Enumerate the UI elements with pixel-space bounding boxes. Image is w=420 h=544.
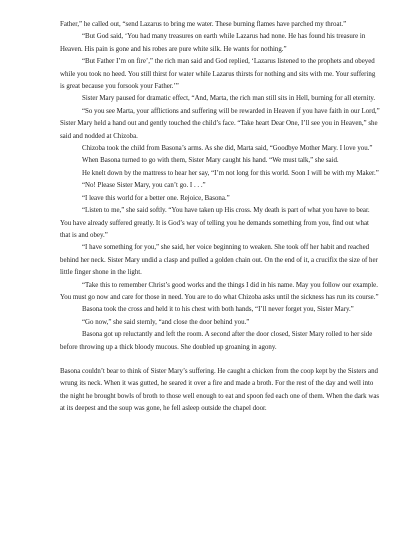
- paragraph-5: “So you see Marta, your afflictions and suffering will be rewarded in Heaven if you have faith in our Lord,” Sister Mary held a hand out and gently touched the child’s face. “Take heart Dear One, I’ll see you in Heaven,” she said and nodded at Chizoba.: [60, 107, 380, 140]
- paragraph-10: “I leave this world for a better one. Rejoice, Basona.”: [82, 194, 230, 202]
- paragraph-17: Basona couldn’t bear to think of Sister Mary’s suffering. He caught a chicken from the coop kept by the Sisters and wrung its neck. When it was gutted, he seared it over a fire and made a broth. For the rest of the day and well into the night he brought bowls of broth to those well enough to eat and spoon fed each one of them. When the dark was at its deepest and the soup was gone, he fell asleep outside the chapel door.: [60, 367, 380, 413]
- paragraph-8: He knelt down by the mattress to hear her say, “I’m not long for this world. Soon I will be with my Maker.”: [82, 169, 379, 177]
- section-break: [60, 354, 380, 366]
- paragraph-4: Sister Mary paused for dramatic effect, “And, Marta, the rich man still sits in Hell, burning for all eternity.: [82, 95, 376, 103]
- paragraph-11: “Listen to me,” she said softly. “You have taken up His cross. My death is part of what you have to bear. You have already suffered greatly. It is God’s way of telling you he demands something from you, find out what that is and obey.”: [60, 207, 370, 239]
- paragraph-9: “No! Please Sister Mary, you can’t go. I . . .”: [82, 182, 206, 190]
- paragraph-14: Basona took the cross and held it to his chest with both hands, “I’ll never forget you, Sister Mary.”: [82, 306, 354, 314]
- paragraph-15: “Go now,” she said sternly, “and close the door behind you.”: [82, 318, 250, 326]
- document-page: [60, 0, 380, 416]
- paragraph-16: Basona got up reluctantly and left the room. A second after the door closed, Sister Mary rolled to her side before throwing up a thick bloody mucous. She doubled up groaning in agony.: [60, 331, 373, 351]
- paragraph-7: When Basona turned to go with them, Sister Mary caught his hand. “We must talk,” she said.: [82, 157, 339, 165]
- paragraph-1: Father,” he called out, “send Lazarus to bring me water. These burning flames have parched my throat.”: [60, 21, 347, 28]
- paragraph-6: Chizoba took the child from Basona’s arms. As she did, Marta said, “Goodbye Mother Mary. I love you.”: [82, 145, 373, 153]
- paragraph-12: “I have something for you,” she said, her voice beginning to weaken. She took off her habit and reached behind her neck. Sister Mary undid a clasp and pulled a golden chain out. On the end of it, a crucifix the size of her little finger shone in the light.: [60, 244, 378, 277]
- paragraph-13: “Take this to remember Christ’s good works and the things I did in his name. May you follow our example. You must go now and care for those in need. You are to do what Chizoba asks until the sickness has run its course.”: [60, 281, 379, 301]
- paragraph-3: “But Father I’m on fire’,” the rich man said and God replied, ‘Lazarus listened to the prophets and obeyed while you took no heed. You still thirst for water while Lazarus thirsts for nothing and sits with me. Your suffering is great because you forsook your Father.’”: [60, 58, 376, 91]
- paragraph-2: “But God said, ‘You had many treasures on earth while Lazarus had none. He has found his treasure in Heaven. His pain is gone and his robes are pure white silk. He wants for nothing.”: [60, 33, 366, 53]
